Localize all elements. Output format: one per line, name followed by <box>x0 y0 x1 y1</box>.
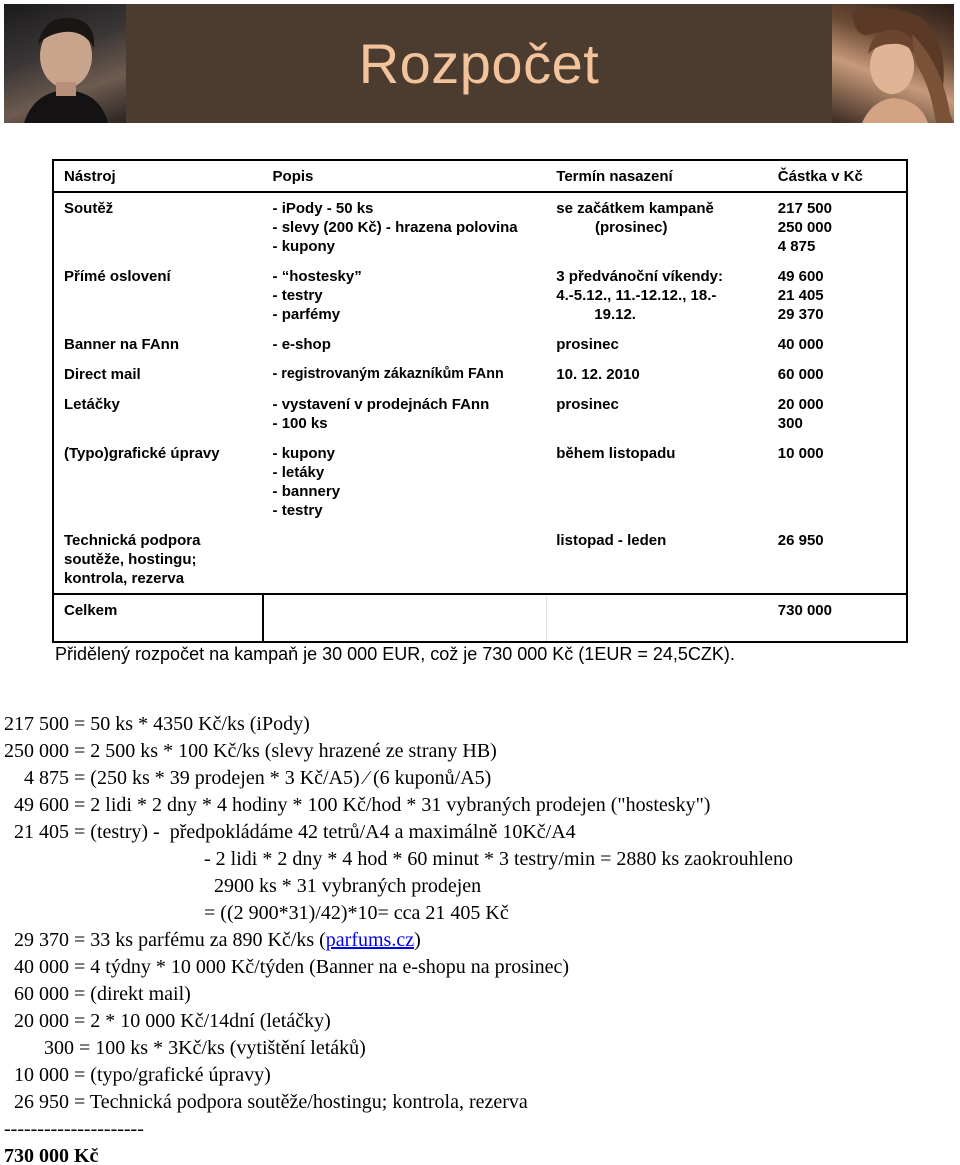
amount-line: 21 405 <box>777 287 824 304</box>
cell-tool: Banner na FAnn <box>53 329 263 359</box>
calc-line: 10 000 = (typo/grafické úpravy) <box>4 1064 271 1086</box>
calc-line: 40 000 = 4 týdny * 10 000 Kč/týden (Banner na e-shopu na prosinec) <box>4 956 570 978</box>
cell-amount <box>768 261 907 329</box>
amount-line: 20 000 <box>777 396 824 413</box>
table-row <box>53 192 907 261</box>
calculation-notes <box>4 711 793 1165</box>
cell-amount: 10 000 <box>768 438 907 525</box>
header-banner <box>4 4 954 123</box>
table-row <box>53 525 907 594</box>
description-line: - testry <box>272 287 323 304</box>
table-row <box>53 438 907 525</box>
budget-note: Přidělený rozpočet na kampaň je 30 000 EUR, což je 730 000 Kč (1EUR = 24,5CZK). <box>55 644 735 664</box>
calc-line: 300 = 100 ks * 3Kč/ks (vytištění letáků) <box>4 1037 366 1059</box>
budget-table-wrapper <box>52 159 908 626</box>
table-total-row <box>53 594 907 642</box>
cell-tool <box>53 525 263 594</box>
cell-total-amount: 730 000 <box>768 594 907 642</box>
amount-line: 250 000 <box>777 219 832 236</box>
description-line: - 100 ks <box>272 415 328 432</box>
cell-term: 10. 12. 2010 <box>556 366 640 383</box>
col-header-term: Termín nasazení <box>546 160 768 192</box>
calc-divider: --------------------- <box>4 1118 144 1140</box>
table-row <box>53 359 907 389</box>
budget-table <box>52 159 908 643</box>
amount-line: 217 500 <box>777 200 832 217</box>
tool-line: soutěže, hostingu; <box>64 551 197 568</box>
cell-tool: Letáčky <box>53 389 263 438</box>
page-title: Rozpočet <box>358 32 600 95</box>
cell-amount: 40 000 <box>768 329 907 359</box>
cell-term <box>546 192 768 261</box>
cell-tool: Direct mail <box>53 359 263 389</box>
cell-description <box>263 261 547 329</box>
calc-line: 250 000 = 2 500 ks * 100 Kč/ks (slevy hrazené ze strany HB) <box>4 740 497 762</box>
description-line: - testry <box>272 502 323 519</box>
calc-line: - 2 lidi * 2 dny * 4 hod * 60 minut * 3 testry/min = 2880 ks zaokrouhleno <box>4 848 794 870</box>
cell-description: - registrovaným zákazníkům FAnn <box>272 366 504 382</box>
cell-tool: Přímé oslovení <box>53 261 263 329</box>
cell-description <box>263 192 547 261</box>
calc-line-text: 29 370 = 33 ks parfému za 890 Kč/ks ( <box>4 929 326 951</box>
term-line: 4.-5.12., 11.-12.12., 18.- <box>556 287 717 304</box>
man-portrait-icon <box>4 4 126 123</box>
table-header-row <box>53 160 907 192</box>
cell-description <box>263 438 547 525</box>
amount-line: 4 875 <box>777 238 816 255</box>
description-line: - kupony <box>272 238 336 255</box>
term-line: (prosinec) <box>595 219 668 236</box>
calc-line-suffix: ) <box>414 929 421 951</box>
description-line: - “hostesky” <box>272 268 362 285</box>
cell-description <box>263 525 547 594</box>
cell-amount: 60 000 <box>768 359 907 389</box>
tool-line: Technická podpora <box>64 532 201 549</box>
calc-line: 26 950 = Technická podpora soutěže/hostingu; kontrola, rezerva <box>4 1091 528 1113</box>
col-header-tool: Nástroj <box>53 160 263 192</box>
parfums-link[interactable]: parfums.cz <box>325 929 415 951</box>
cell-term <box>546 261 768 329</box>
man-portrait-image <box>4 4 126 123</box>
table-row <box>53 389 907 438</box>
woman-portrait-image <box>832 4 954 123</box>
calc-sum: 730 000 Kč <box>4 1145 99 1165</box>
calc-line: 2900 ks * 31 vybraných prodejen <box>4 875 482 897</box>
term-line: 19.12. <box>594 306 636 323</box>
term-line: se začátkem kampaně <box>556 200 714 217</box>
description-line: - bannery <box>272 483 341 500</box>
description-line: - slevy (200 Kč) - hrazena polovina <box>272 219 518 236</box>
description-line: - iPody - 50 ks <box>272 200 374 217</box>
col-header-description: Popis <box>263 160 547 192</box>
woman-portrait-icon <box>832 4 954 123</box>
amount-line: 300 <box>777 415 803 432</box>
cell-total-empty <box>263 594 547 642</box>
calc-line-with-link <box>4 927 793 954</box>
cell-term: listopad - leden <box>556 532 667 549</box>
table-row <box>53 261 907 329</box>
calc-line: 21 405 = (testry) - předpokládáme 42 tetrů/A4 a maximálně 10Kč/A4 <box>4 821 576 843</box>
cell-term: prosinec <box>556 336 619 353</box>
term-line: 3 předvánoční víkendy: <box>556 268 723 285</box>
cell-term: prosinec <box>556 396 619 413</box>
calc-line: = ((2 900*31)/42)*10= cca 21 405 Kč <box>4 902 509 924</box>
description-line: - vystavení v prodejnách FAnn <box>272 396 490 413</box>
cell-total-empty <box>546 594 768 642</box>
amount-line: 29 370 <box>777 306 824 323</box>
description-line: - kupony <box>272 445 336 462</box>
calc-line: 60 000 = (direkt mail) <box>4 983 191 1005</box>
cell-description: - e-shop <box>272 336 331 353</box>
tool-line: kontrola, rezerva <box>64 570 185 587</box>
description-line: - letáky <box>272 464 325 481</box>
cell-tool: (Typo)grafické úpravy <box>53 438 263 525</box>
calc-line: 217 500 = 50 ks * 4350 Kč/ks (iPody) <box>4 713 310 735</box>
calc-line: 20 000 = 2 * 10 000 Kč/14dní (letáčky) <box>4 1010 331 1032</box>
cell-amount <box>768 192 907 261</box>
cell-tool: Soutěž <box>53 192 263 261</box>
calc-line: 4 875 = (250 ks * 39 prodejen * 3 Kč/A5) ⁄ (6 kuponů/A5) <box>4 767 492 789</box>
cell-term: během listopadu <box>556 445 676 462</box>
cell-description <box>263 389 547 438</box>
cell-amount <box>768 389 907 438</box>
description-line: - parfémy <box>272 306 341 323</box>
amount-line: 49 600 <box>777 268 824 285</box>
cell-amount: 26 950 <box>768 525 907 594</box>
cell-total-label: Celkem <box>53 594 263 642</box>
table-row <box>53 329 907 359</box>
calc-line: 49 600 = 2 lidi * 2 dny * 4 hodiny * 100 Kč/hod * 31 vybraných prodejen ("hostesky") <box>4 794 711 816</box>
col-header-amount: Částka v Kč <box>768 160 907 192</box>
